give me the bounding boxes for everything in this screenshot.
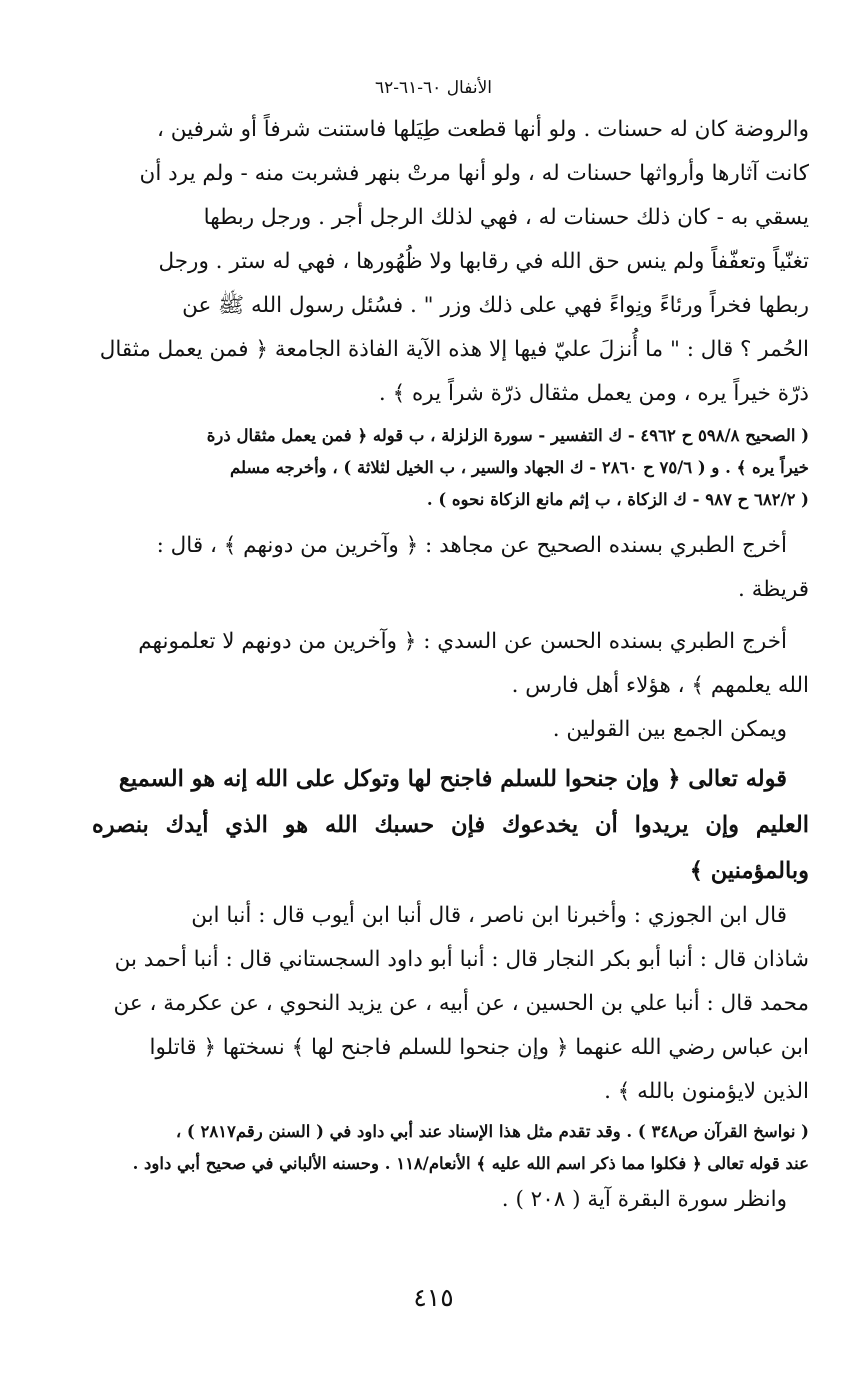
text-line: كانت آثارها وأرواثها حسنات له ، ولو أنها مرتْ بنهر فشربت منه - ولم يرد أن [139,161,809,186]
reconciliation-line: ويمكن الجمع بين القولين . [552,717,787,742]
footnote-line: ( الصحيح ٥٩٨/٨ ح ٤٩٦٢ - ك التفسير - سورة الزلزلة ، ب قوله ﴿ فمن يعمل مثقال ذرة [206,426,809,445]
text-line: محمد قال : أنبا علي بن الحسين ، عن أبيه ، عن يزيد النحوي ، عن عكرمة ، عن [113,991,809,1016]
footnote-line: ( نواسخ القرآن ص٣٤٨ ) . وقد تقدم مثل هذا الإسناد عند أبي داود في ( السنن رقم٢٨١٧ ) ، [175,1122,809,1141]
heading-line: قوله تعالى ﴿ وإن جنحوا للسلم فاجنح لها وتوكل على الله إنه هو السميع [118,766,787,792]
text-line: قريظة . [738,577,809,602]
footnote-line: خيراً يره ﴾ . و ( ٧٥/٦ ح ٢٨٦٠ - ك الجهاد والسير ، ب الخيل لثلاثة ) ، وأخرجه مسلم [229,458,809,477]
text-line: الله يعلمهم ﴾ ، هؤلاء أهل فارس . [511,673,809,698]
text-line: يسقي به - كان ذلك حسنات له ، فهي لذلك الرجل أجر . ورجل ربطها [203,205,809,230]
text-line: ابن عباس رضي الله عنهما ﴿ وإن جنحوا للسلم فاجنح لها ﴾ نسختها ﴿ قاتلوا [149,1035,809,1060]
text-line: الذين لايؤمنون بالله ﴾ . [604,1079,809,1104]
text-line: أخرج الطبري بسنده الحسن عن السدي : ﴿ وآخرين من دونهم لا تعلمونهم [138,629,787,654]
hadith-paragraph [92,108,809,416]
tabari-suddi-paragraph [92,620,809,708]
text-line: قال ابن الجوزي : وأخبرنا ابن ناصر ، قال أنبا ابن أيوب قال : أنبا ابن [191,903,787,928]
page-body [92,108,809,1220]
running-header: الأنفال ٦٠-٦١-٦٢ [375,78,492,98]
footnote-line: عند قوله تعالى ﴿ فكلوا مما ذكر اسم الله عليه ﴾ الأنعام/١١٨ . وحسنه الألباني في صحيح أبي داود . [132,1154,809,1173]
see-also-line: وانظر سورة البقرة آية ( ٢٠٨ ) . [501,1187,787,1212]
page-number: ٤١٥ [413,1283,454,1312]
text-line: أخرج الطبري بسنده الصحيح عن مجاهد : ﴿ وآخرين من دونهم ﴾ ، قال : [156,533,787,558]
footnote-citation [92,420,809,516]
tabari-mujahid-paragraph [92,524,809,612]
text-line: الحُمر ؟ قال : " ما أُنزلَ عليّ فيها إلا هذه الآية الفاذة الجامعة ﴿ فمن يعمل مثقال [99,337,809,362]
text-line: والروضة كان له حسنات . ولو أنها قطعت طِيَلها فاستنت شرفاً أو شرفين ، [157,117,809,142]
text-line: ربطها فخراً ورئاءً ونِواءً فهي على ذلك وزر " . فسُئل رسول الله ﷺ عن [182,293,809,318]
text-line: تغنّياً وتعفّفاً ولم ينس حق الله في رقابها ولا ظُهُورها ، فهي له ستر . ورجل [158,249,809,274]
ibn-jawzi-paragraph [92,894,809,1114]
footnote-line: ( ٦٨٢/٢ ح ٩٨٧ - ك الزكاة ، ب إثم مانع الزكاة نحوه ) . [426,490,809,509]
text-line: شاذان قال : أنبا أبو بكر النجار قال : أنبا أبو داود السجستاني قال : أنبا أحمد بن [114,947,809,972]
text-line: ذرّة خيراً يره ، ومن يعمل مثقال ذرّة شراً يره ﴾ . [378,381,809,406]
footnote-citation [92,1116,809,1180]
verse-heading [92,756,809,894]
heading-line: العليم وإن يريدوا أن يخدعوك فإن حسبك الله هو الذي أيدك بنصره وبالمؤمنين ﴾ [92,812,809,884]
